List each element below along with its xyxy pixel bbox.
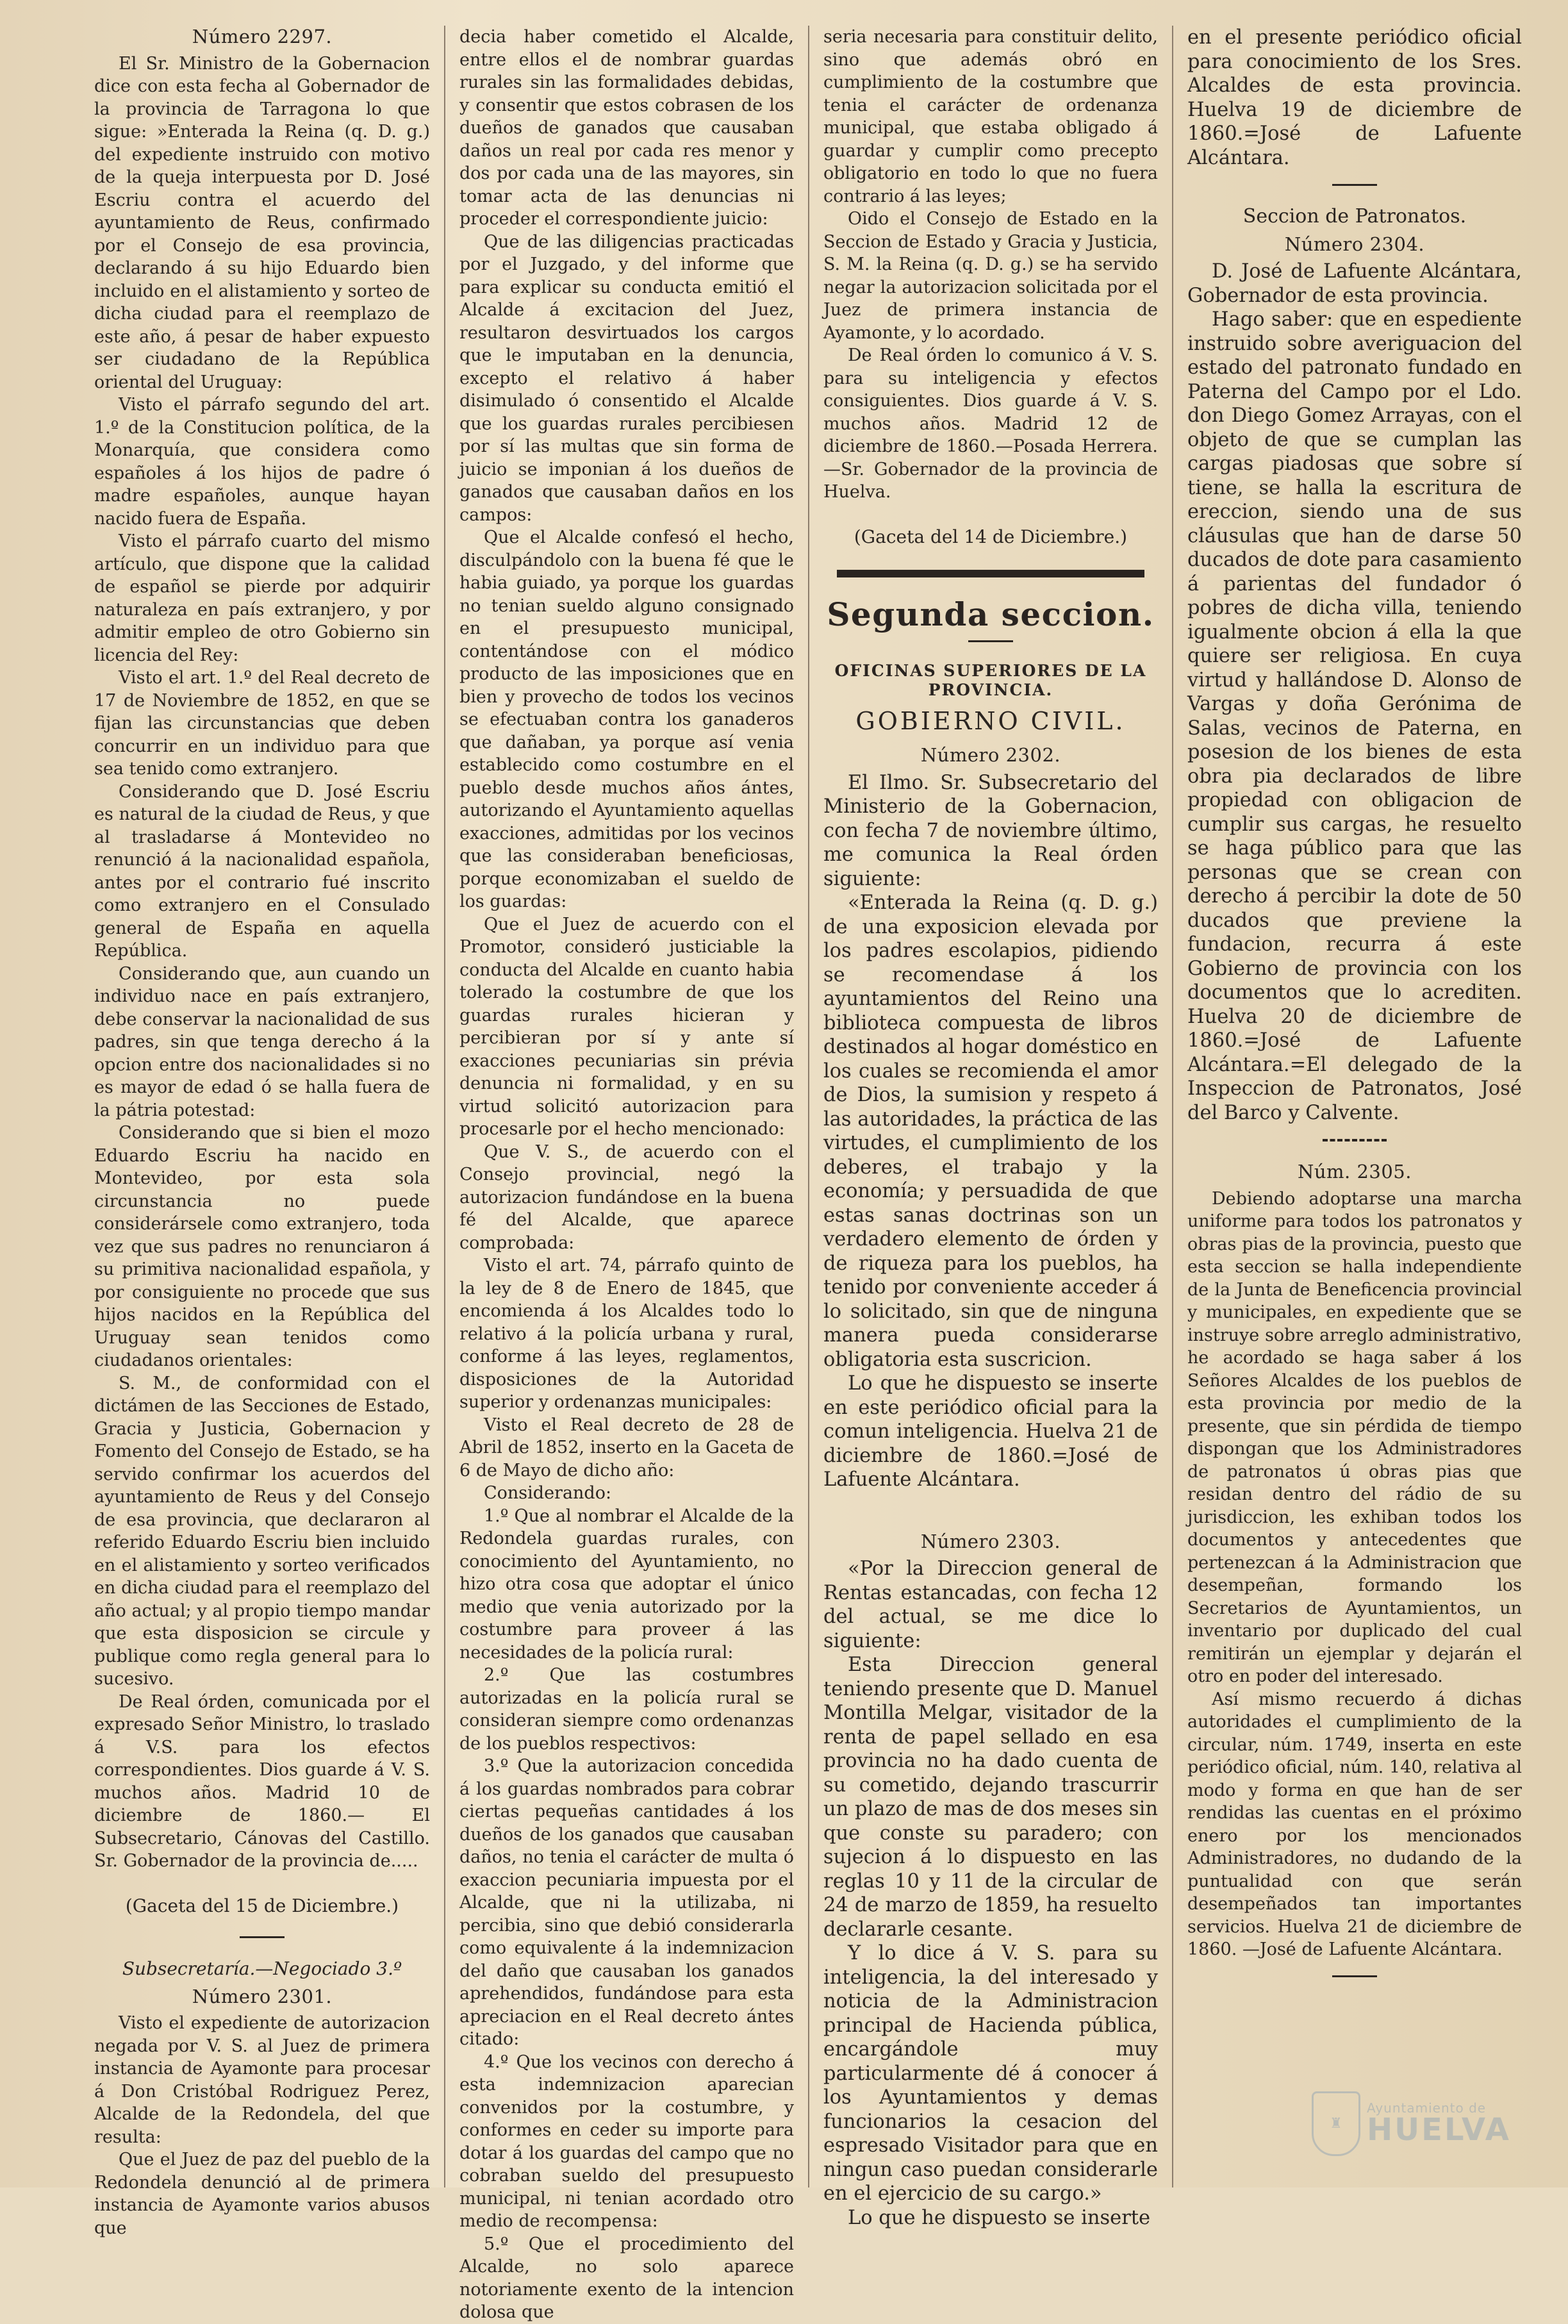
paragraph: 2.º Que las costumbres autorizadas en la policía rural se consideran siempre como ordenanzas de los pueblos respectivos: (459, 1665, 794, 1754)
article-number-2303: Número 2303. (920, 1530, 1061, 1552)
offices-heading: OFICINAS SUPERIORES DE LA PROVINCIA. (834, 661, 1147, 699)
patronatos-heading: Seccion de Patronatos. (1242, 205, 1467, 228)
separator (240, 1936, 285, 1938)
section-title: Segunda seccion. (827, 595, 1155, 633)
article-number-2302: Número 2302. (920, 744, 1061, 766)
paragraph: 4.º Que los vecinos con derecho á esta indemnizacion aparecian convenidos por la costumbre, y conformes en ceder su importe para dotar á los guardas del campo que no cobraban sueldo del presupuesto municipal, ni tenian acordado otro medio de recompensa: (459, 2052, 794, 2231)
paragraph: S. M., de conformidad con el dictámen de las Secciones de Estado, Gracia y Justicia, Gobernacion y Fomento del Consejo de Estado, se ha servido confirmar los acuerdos del ayuntamiento de Reus y del Consejo de esa provincia, que declararon al referido Eduardo Escriu bien incluido en el alistamiento y sorteo verificados en dicha ciudad para el reemplazo del año actual; y al propio tiempo mandar que esta disposicion se circule y publique como regla general para lo sucesivo. (94, 1373, 430, 1689)
paragraph: Visto el Real decreto de 28 de Abril de 1852, inserto en la Gaceta de 6 de Mayo de dicho año: (459, 1415, 794, 1481)
paragraph: Lo que he dispuesto se inserte (847, 2206, 1151, 2229)
gaceta-reference: (Gaceta del 15 de Diciembre.) (125, 1895, 399, 1916)
subsection-heading: Subsecretaría.—Negociado 3.º (122, 1958, 402, 1979)
article-number-2301: Número 2301. (192, 1985, 333, 2007)
paragraph: Que el Alcalde confesó el hecho, disculpándolo con la buena fé que le habia guiado, ya porque los guardas no tenian sueldo alguno consignado en el presupuesto municipal, contentándose con el módico producto de las imposiciones que en bien y provecho de todos los vecinos se efectuaban contra los ganaderos que dañaban, ya porque así venia establecido como costumbre en el pueblo desde muchos años ántes, autorizando el Ayuntamiento aquellas exacciones, admitidas por los vecinos que las consideraban beneficiosas, porque economizaban el sueldo de los guardas: (459, 527, 794, 911)
paragraph: Visto el párrafo segundo del art. 1.º de la Constitucion política, de la Monarquía, que considera como españoles á los hijos de padre ó madre españoles, aunque hayan nacido fuera de España. (94, 395, 430, 529)
article-2303-end (1187, 26, 1522, 170)
paragraph: 5.º Que el procedimiento del Alcalde, no solo aparece notoriamente exento de la intencion dolosa que (459, 2234, 794, 2322)
paragraph: Considerando que si bien el mozo Eduardo Escriu ha nacido en Montevideo, por esta sola circunstancia no puede considerársele como extranjero, toda vez que sus padres no renunciaron á su primitiva nacionalidad española, y por consiguiente no procede que sus hijos nacidos en la República del Uruguay sean tenidos como ciudadanos orientales: (94, 1123, 430, 1370)
paragraph: Así mismo recuerdo á dichas autoridades el cumplimiento de la circular, núm. 1749, inserta en este periódico oficial, núm. 140, relativa al modo y forma en que han de ser rendidas las cuentas en el próximo enero por los mencionados Administradores, no dudando de la puntualidad con que serán desempeñados tan importantes servicios. Huelva 21 de diciembre de 1860. —José de Lafuente Alcántara. (1187, 1689, 1522, 1959)
paragraph: seria necesaria para constituir delito, sino que además obró en cumplimiento de la costumbre que tenia el carácter de ordenanza municipal, que estaba obligado á guardar y cumplir como precepto obligatorio en todo lo que no fuera contrario á las leyes; (823, 27, 1158, 206)
paragraph: Y lo dice á V. S. para su inteligencia, la del interesado y noticia de la Administracion principal de Hacienda pública, encargándole muy particularmente dé á conocer á los Ayuntamientos y demas funcionarios la cesacion del espresado Visitador para que en ningun caso puedan considerarle en el ejercicio de su cargo.» (823, 1942, 1158, 2205)
paragraph: «Enterada la Reina (q. D. g.) de una exposicion elevada por los padres escolapios, pidiendo se recomendase á los ayuntamientos del Reino una biblioteca compuesta de libros destinados al hogar doméstico en los cuales se recomienda el amor de Dios, la sumision y respeto á las autoridades, la práctica de las virtudes, el cumplimiento de los deberes, el trabajo y la economía; y persuadida de que estas sanas doctrinas son un verdadero elemento de órden y de riqueza para los pueblos, ha tenido por conveniente acceder á lo solicitado, sin que de ninguna manera pueda considerarse obligatoria esta suscricion. (823, 892, 1158, 1371)
separator (1332, 184, 1377, 186)
column-3 (808, 26, 1172, 2229)
paragraph: Que el Juez de paz del pueblo de la Redondela denunció al de primera instancia de Ayamonte varios abusos que (94, 2150, 430, 2238)
gobierno-civil-heading: GOBIERNO CIVIL. (855, 706, 1126, 735)
column-1 (80, 26, 444, 2238)
article-number-2305: Núm. 2305. (1297, 1161, 1412, 1183)
paragraph: De Real órden, comunicada por el expresado Señor Ministro, lo traslado á V.S. para los efectos correspondientes. Dios guarde á V. S. muchos años. Madrid 10 de diciembre de 1860.— El Subsecretario, Cánovas del Castillo. Sr. Gobernador de la provincia de..... (94, 1691, 430, 1871)
city-crest-icon: ♜ (1312, 2091, 1360, 2156)
watermark-text (1367, 2100, 1511, 2148)
paragraph: Visto el art. 1.º del Real decreto de 17 de Noviembre de 1852, en que se fijan las circunstancias que deben concurrir en un individuo para que sea tenido como extranjero. (94, 668, 430, 779)
paragraph: Que de las diligencias practicadas por el Juzgado, y del informe que para explicar su conducta emitió el Alcalde á excitacion del Juez, resultaron desvirtuados los cargos que le imputaban en la denuncia, excepto el relativo á haber disimulado ó consentido el Alcalde que los guardas rurales percibiesen por sí las multas que sin forma de juicio se imponian á los dueños de ganados que causaban daños en los campos: (459, 231, 794, 525)
paragraph: Considerando que D. José Escriu es natural de la ciudad de Reus, y que al trasladarse á Montevideo no renunció á la nacionalidad española, antes por el contrario fué inscrito como extranjero en el Consulado general de España en aquella República. (94, 781, 430, 961)
gaceta-reference: (Gaceta del 14 de Diciembre.) (854, 526, 1128, 547)
article-2297-body (94, 53, 430, 1873)
paragraph: Considerando que, aun cuando un individuo nace en país extranjero, debe conservar la nacionalidad de sus padres, sin que tenga derecho á la opcion entre dos nacionalidades si no es mayor de edad ó se halla fuera de la pátria potestad: (94, 963, 430, 1120)
article-number-2304: Número 2304. (1284, 233, 1425, 255)
paragraph: 1.º Que al nombrar el Alcalde de la Redondela guardas rurales, con conocimiento del Ayuntamiento, no hizo otra cosa que adoptar el único medio que venia autorizado por la costumbre para proveer á las necesidades de la policía rural: (459, 1506, 794, 1663)
paragraph: Que V. S., de acuerdo con el Consejo provincial, negó la autorizacion fundándose en la buena fé del Alcalde, que aparece comprobada: (459, 1141, 794, 1253)
article-2303-body (823, 1557, 1158, 2230)
paragraph: 3.º Que la autorizacion concedida á los guardas nombrados para cobrar ciertas pequeñas cantidades á los dueños de los ganados que causaban daños, no tenia el carácter de multa ó exaccion pecuniaria impuesta por el Alcalde, que ni la utilizaba, ni percibia, sino que debió considerarla como equivalente á la indemnizacion del daño que causaban los ganados aprehendidos, fundándose para esta apreciacion en el Real decreto ántes citado: (459, 1756, 794, 2049)
article-number-2297: Número 2297. (192, 26, 333, 47)
paragraph: Lo que he dispuesto se inserte en este periódico oficial para la comun inteligencia. Huelva 21 de diciembre de 1860.=José de Lafuente Alcántara. (823, 1372, 1158, 1491)
section-rule (837, 570, 1144, 577)
paragraph: Visto el expediente de autorizacion negada por V. S. al Juez de primera instancia de Ayamonte para procesar á Don Cristóbal Rodriguez Perez, Alcalde de la Redondela, del que resulta: (94, 2013, 430, 2147)
article-2304-body (1187, 260, 1522, 1125)
paragraph: en el presente periódico oficial para conocimiento de los Sres. Alcaldes de esta provincia. Huelva 19 de diciembre de 1860.=José de Lafuente Alcántara. (1187, 26, 1522, 169)
paragraph: Considerando: (483, 1483, 612, 1503)
separator (968, 640, 1013, 642)
article-2302-body (823, 771, 1158, 1492)
paragraph: Visto el art. 74, párrafo quinto de la ley de 8 de Enero de 1845, que encomienda á los Alcaldes todo lo relativo á la policía urbana y rural, conforme á las leyes, reglamentos, disposiciones de la Autoridad superior y ordenanzas municipales: (459, 1256, 794, 1412)
columns (80, 26, 1536, 2322)
paragraph: Que el Juez de acuerdo con el Promotor, consideró justiciable la conducta del Alcalde en cuanto habia tolerado la costumbre de que los guardas rurales hicieran y percibieran por sí y ante sí exacciones pecuniarias sin prévia denuncia ni formalidad, y en su virtud solicitó autorizacion para procesarle por el hecho mencionado: (459, 914, 794, 1139)
column-4 (1172, 26, 1536, 2187)
spacer (823, 1492, 1158, 1531)
paragraph: El Ilmo. Sr. Subsecretario del Ministerio de la Gobernacion, con fecha 7 de noviembre último, me comunica la Real órden siguiente: (823, 771, 1158, 890)
paragraph: Oido el Consejo de Estado en la Seccion de Estado y Gracia y Justicia, S. M. la Reina (q. D. g.) se ha servido negar la autorizacion solicitada por el Juez de primera instancia de Ayamonte, y lo acordado. (823, 209, 1158, 343)
paragraph: De Real órden lo comunico á V. S. para su inteligencia y efectos consiguientes. Dios guarde á V. S. muchos años. Madrid 12 de diciembre de 1860.—Posada Herrera.—Sr. Gobernador de la provincia de Huelva. (823, 345, 1158, 502)
separator (1323, 1139, 1387, 1141)
watermark-small: Ayuntamiento de (1367, 2100, 1487, 2116)
column-2 (444, 26, 808, 2322)
watermark-big: HUELVA (1367, 2112, 1511, 2148)
paragraph: Hago saber: que en espediente instruido sobre averiguacion del estado del patronato fundado en Paterna del Campo por el Ldo. don Diego Gomez Arrayas, con el objeto de que se cumplan las cargas piadosas que sobre sí tiene, se halla la escritura de ereccion, siendo una de sus cláusulas que han de darse 50 ducados de dote para casamiento á parientas del fundador ó pobres de dicha villa, teniendo igualmente obcion á ella la que quiere ser religiosa. En cuya virtud y hallándose D. Alonso de Vargas y doña Gerónima de Salas, vecinos de Paterna, en posesion de los bienes de esta obra pia declarados de libre propiedad con obligacion de cumplir sus cargas, he resuelto se haga público para que las personas que se crean con derecho á percibir la dote de 50 ducados que previene la fundacion, recurra á este Gobierno de provincia con los documentos que lo acrediten. Huelva 20 de diciembre de 1860.=José de Lafuente Alcántara.=El delegado de la Inspeccion de Patronatos, José del Barco y Calvente. (1187, 308, 1522, 1124)
paragraph: Esta Direccion general teniendo presente que D. Manuel Montilla Melgar, visitador de la renta de papel sellado en esa provincia no ha dado cuenta de su cometido, dejando trascurrir un plazo de mas de dos meses sin que conste su paradero; con sujecion á lo dispuesto en las reglas 10 y 11 de la circular de 24 de marzo de 1859, ha resuelto declararle cesante. (823, 1654, 1158, 1941)
paragraph: D. José de Lafuente Alcántara, Gobernador de esta provincia. (1187, 260, 1522, 307)
separator (1332, 1975, 1377, 1977)
archive-watermark (1312, 2085, 1530, 2162)
paragraph: decia haber cometido el Alcalde, entre ellos el de nombrar guardas rurales sin las formalidades debidas, y consentir que estos cobrasen de los dueños de ganados que causaban daños un real por cada res menor y dos por cada una de las mayores, sin tomar acta de las denuncias ni proceder el correspondiente juicio: (459, 27, 794, 229)
paragraph: Debiendo adoptarse una marcha uniforme para todos los patronatos y obras pias de la provincia, puesto que esta seccion se halla independiente de la Junta de Beneficencia provincial y municipales, en expediente que se instruye sobre arreglo administrativo, he acordado se haga saber á los Señores Alcaldes de los pueblos de esta provincia por medio de la presente, que sin pérdida de tiempo dispongan que los Administradores de patronatos ú obras pias que residan dentro del rádio de su jurisdiccion, les exhiban todos los documentos y antecedentes que pertenezcan á la Administracion que desempeñan, formando los Secretarios de Ayuntamientos, un inventario por duplicado del cual remitirán un ejemplar y dejarán el otro en poder del interesado. (1187, 1188, 1522, 1686)
paragraph: Visto el párrafo cuarto del mismo artículo, que dispone que la calidad de español se pierde por adquirir naturaleza en país extranjero, y por admitir empleo de otro Gobierno sin licencia del Rey: (94, 531, 430, 665)
paragraph: «Por la Direccion general de Rentas estancadas, con fecha 12 del actual, se me dice lo siguiente: (823, 1557, 1158, 1652)
paragraph: El Sr. Ministro de la Gobernacion dice con esta fecha al Gobernador de la provincia de Tarragona lo que sigue: »Enterada la Reina (q. D. g.) del expediente instruido con motivo de la queja interpuesta por D. José Escriu contra el acuerdo del ayuntamiento de Reus, confirmado por el Consejo de esa provincia, declarando á su hijo Eduardo bien incluido en el alistamiento y sorteo de dicha ciudad para el reemplazo de este año, á pesar de haber expuesto ser ciudadano de la República oriental del Uruguay: (94, 53, 430, 392)
